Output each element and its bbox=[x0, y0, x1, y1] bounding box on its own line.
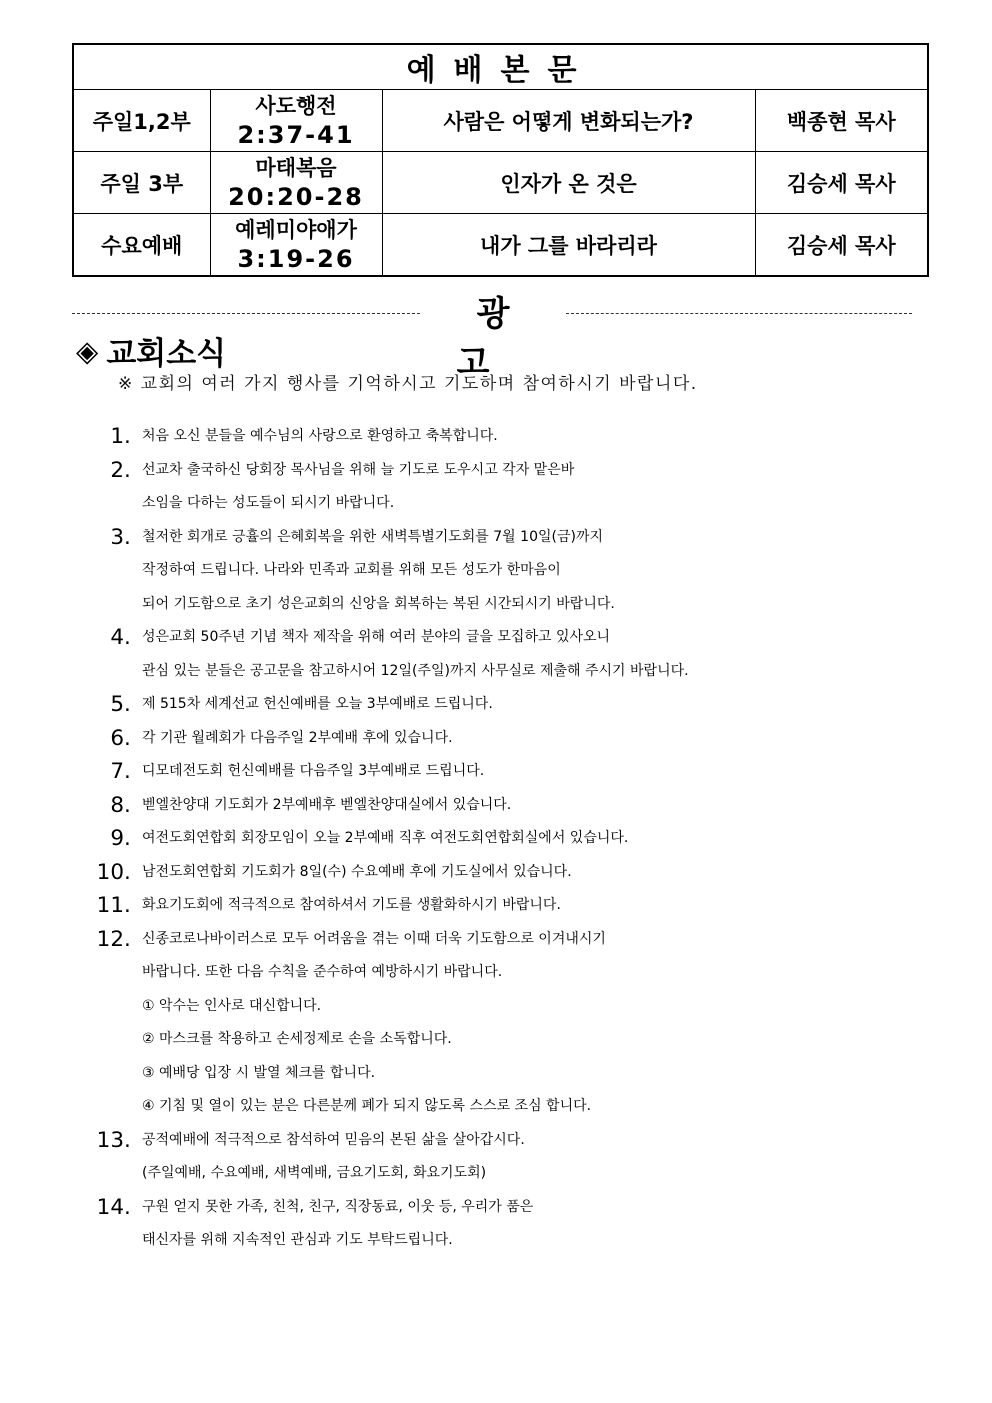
section-heading-text: 교회소식 bbox=[106, 336, 227, 372]
scripture-verse: 2:37-41 bbox=[237, 120, 355, 149]
announcement-line: 선교차 출국하신 당회장 목사님을 위해 늘 기도로 도우시고 각자 맡은바 bbox=[142, 461, 575, 478]
announcement-line: (주일예배, 수요예배, 새벽예배, 금요기도회, 화요기도회) bbox=[142, 1165, 487, 1181]
announcement-list bbox=[72, 420, 932, 1258]
announcement-number: 11 bbox=[96, 893, 124, 918]
announcement-line: ④ 기침 및 열이 있는 분은 다른분께 폐가 되지 않도록 스스로 조심 합니다. bbox=[142, 1098, 592, 1114]
announcement-number: 6 bbox=[110, 725, 124, 751]
announcement-line: ① 악수는 인사로 대신합니다. bbox=[142, 997, 322, 1014]
number-separator: . bbox=[124, 1194, 131, 1220]
scripture-verse: 3:19-26 bbox=[237, 244, 355, 273]
list-item bbox=[72, 1124, 932, 1191]
number-separator: . bbox=[124, 692, 131, 717]
number-separator: . bbox=[124, 859, 131, 885]
announcement-number: 2 bbox=[110, 457, 124, 483]
list-item bbox=[72, 923, 932, 1124]
number-separator: . bbox=[124, 826, 131, 851]
list-item bbox=[72, 856, 932, 890]
sermon-title: 내가 그를 바라리라 bbox=[382, 214, 755, 277]
section-note: ※ 교회의 여러 가지 행사를 기억하시고 기도하며 참여하시기 바랍니다. bbox=[118, 374, 698, 394]
list-item bbox=[72, 621, 932, 688]
scripture-title: 예배본문 bbox=[73, 44, 928, 90]
announcement-line: 작정하여 드립니다. 나라와 민족과 교회를 위해 모든 성도가 한마음이 bbox=[142, 562, 561, 578]
announcement-line: 제 515차 세계선교 헌신예배를 오늘 3부예배로 드립니다. bbox=[142, 696, 493, 712]
section-heading bbox=[76, 328, 226, 373]
announcement-text bbox=[138, 856, 932, 890]
announcement-text bbox=[138, 755, 932, 789]
list-item bbox=[72, 688, 932, 722]
scripture-table bbox=[72, 43, 929, 277]
list-item bbox=[72, 822, 932, 856]
dashed-rule-left bbox=[72, 313, 420, 314]
list-item bbox=[72, 789, 932, 823]
announcement-number: 4 bbox=[110, 625, 124, 650]
announcement-number: 8 bbox=[110, 792, 124, 818]
announcement-text bbox=[138, 688, 932, 722]
list-item bbox=[72, 420, 932, 454]
number-separator: . bbox=[124, 926, 131, 952]
announcement-text bbox=[138, 889, 932, 923]
announcement-line: 태신자를 위해 지속적인 관심과 기도 부탁드립니다. bbox=[142, 1232, 453, 1248]
preacher-name: 백종현 목사 bbox=[755, 90, 928, 152]
list-item bbox=[72, 889, 932, 923]
scripture-book: 예레미야애가 bbox=[235, 217, 357, 242]
announcement-number: 1 bbox=[110, 424, 124, 449]
scripture-book: 마태복음 bbox=[255, 155, 337, 180]
table-row bbox=[73, 90, 928, 152]
announcement-text bbox=[138, 1191, 932, 1258]
scripture-reference bbox=[210, 152, 382, 214]
announcement-line: 관심 있는 분들은 공고문을 참고하시어 12일(주일)까지 사무실로 제출해 주시기 바랍니다. bbox=[142, 662, 689, 679]
table-row bbox=[73, 152, 928, 214]
service-name: 수요예배 bbox=[73, 214, 210, 277]
announcement-line: 각 기관 월례회가 다음주일 2부예배 후에 있습니다. bbox=[142, 729, 453, 746]
number-separator: . bbox=[124, 725, 131, 751]
announcement-line: 구원 얻지 못한 가족, 친척, 친구, 직장동료, 이웃 등, 우리가 품은 bbox=[142, 1198, 534, 1215]
scripture-verse: 20:20-28 bbox=[228, 182, 364, 211]
preacher-name: 김승세 목사 bbox=[755, 152, 928, 214]
announcement-number: 12 bbox=[96, 926, 124, 952]
announcement-line: 화요기도회에 적극적으로 참여하셔서 기도를 생활화하시기 바랍니다. bbox=[142, 897, 561, 913]
sermon-title: 사람은 어떻게 변화되는가? bbox=[382, 90, 755, 152]
number-separator: . bbox=[124, 893, 131, 918]
announcement-text bbox=[138, 789, 932, 823]
announcement-line: 철저한 회개로 긍휼의 은혜회복을 위한 새벽특별기도회를 7월 10일(금)까지 bbox=[142, 528, 603, 545]
scripture-book: 사도행전 bbox=[255, 93, 337, 118]
announcement-line: 벧엘찬양대 기도회가 2부예배후 벧엘찬양대실에서 있습니다. bbox=[142, 796, 512, 813]
divider-label: 광고 bbox=[456, 294, 550, 383]
number-separator: . bbox=[124, 1127, 131, 1153]
announcement-number: 14 bbox=[96, 1194, 124, 1220]
number-separator: . bbox=[124, 759, 131, 784]
announcement-line: 되어 기도함으로 초기 성은교회의 신앙을 회복하는 복된 시간되시기 바랍니다. bbox=[142, 595, 615, 612]
announcement-line: 여전도회연합회 회장모임이 오늘 2부예배 직후 여전도회연합회실에서 있습니다. bbox=[142, 830, 629, 846]
list-item bbox=[72, 755, 932, 789]
announcement-text bbox=[138, 420, 932, 454]
diamond-bullet-icon: ◈ bbox=[76, 333, 99, 368]
list-item bbox=[72, 454, 932, 521]
announcement-text bbox=[138, 1124, 932, 1191]
announcement-line: 바랍니다. 또한 다음 수칙을 준수하여 예방하시기 바랍니다. bbox=[142, 964, 503, 980]
announcement-text bbox=[138, 454, 932, 521]
scripture-reference bbox=[210, 90, 382, 152]
announcement-line: ③ 예배당 입장 시 발열 체크를 합니다. bbox=[142, 1064, 376, 1081]
list-item bbox=[72, 521, 932, 622]
announcement-text bbox=[138, 521, 932, 622]
service-name: 주일1,2부 bbox=[73, 90, 210, 152]
dashed-rule-right bbox=[566, 313, 912, 314]
announcement-line: 소임을 다하는 성도들이 되시기 바랍니다. bbox=[142, 495, 395, 511]
sermon-title: 인자가 온 것은 bbox=[382, 152, 755, 214]
announcement-line: 성은교회 50주년 기념 책자 제작을 위해 여러 분야의 글을 모집하고 있사오니 bbox=[142, 629, 611, 645]
scripture-reference bbox=[210, 214, 382, 277]
announcement-text bbox=[138, 722, 932, 756]
number-separator: . bbox=[124, 524, 131, 550]
announcement-text bbox=[138, 822, 932, 856]
announcement-number: 3 bbox=[110, 524, 124, 550]
number-separator: . bbox=[124, 457, 131, 483]
list-item bbox=[72, 722, 932, 756]
announcement-line: ② 마스크를 착용하고 손세정제로 손을 소독합니다. bbox=[142, 1031, 452, 1047]
announcement-line: 처음 오신 분들을 예수님의 사랑으로 환영하고 축복합니다. bbox=[142, 428, 498, 444]
list-item bbox=[72, 1191, 932, 1258]
announcement-number: 13 bbox=[96, 1127, 124, 1153]
service-name: 주일 3부 bbox=[73, 152, 210, 214]
table-row bbox=[73, 214, 928, 277]
announcement-text bbox=[138, 621, 932, 688]
number-separator: . bbox=[124, 424, 131, 449]
announcement-number: 7 bbox=[110, 759, 124, 784]
preacher-name: 김승세 목사 bbox=[755, 214, 928, 277]
announcement-line: 신종코로나바이러스로 모두 어려움을 겪는 이때 더욱 기도함으로 이겨내시기 bbox=[142, 930, 606, 947]
announcement-line: 디모데전도회 헌신예배를 다음주일 3부예배로 드립니다. bbox=[142, 763, 485, 779]
announcement-number: 9 bbox=[110, 826, 124, 851]
number-separator: . bbox=[124, 792, 131, 818]
announcement-number: 5 bbox=[110, 692, 124, 717]
announcement-line: 공적예배에 적극적으로 참석하여 믿음의 본된 삶을 살아갑시다. bbox=[142, 1131, 525, 1148]
announcement-line: 남전도회연합회 기도회가 8일(수) 수요예배 후에 기도실에서 있습니다. bbox=[142, 863, 572, 880]
announcement-number: 10 bbox=[96, 859, 124, 885]
announcement-text bbox=[138, 923, 932, 1124]
number-separator: . bbox=[124, 625, 131, 650]
